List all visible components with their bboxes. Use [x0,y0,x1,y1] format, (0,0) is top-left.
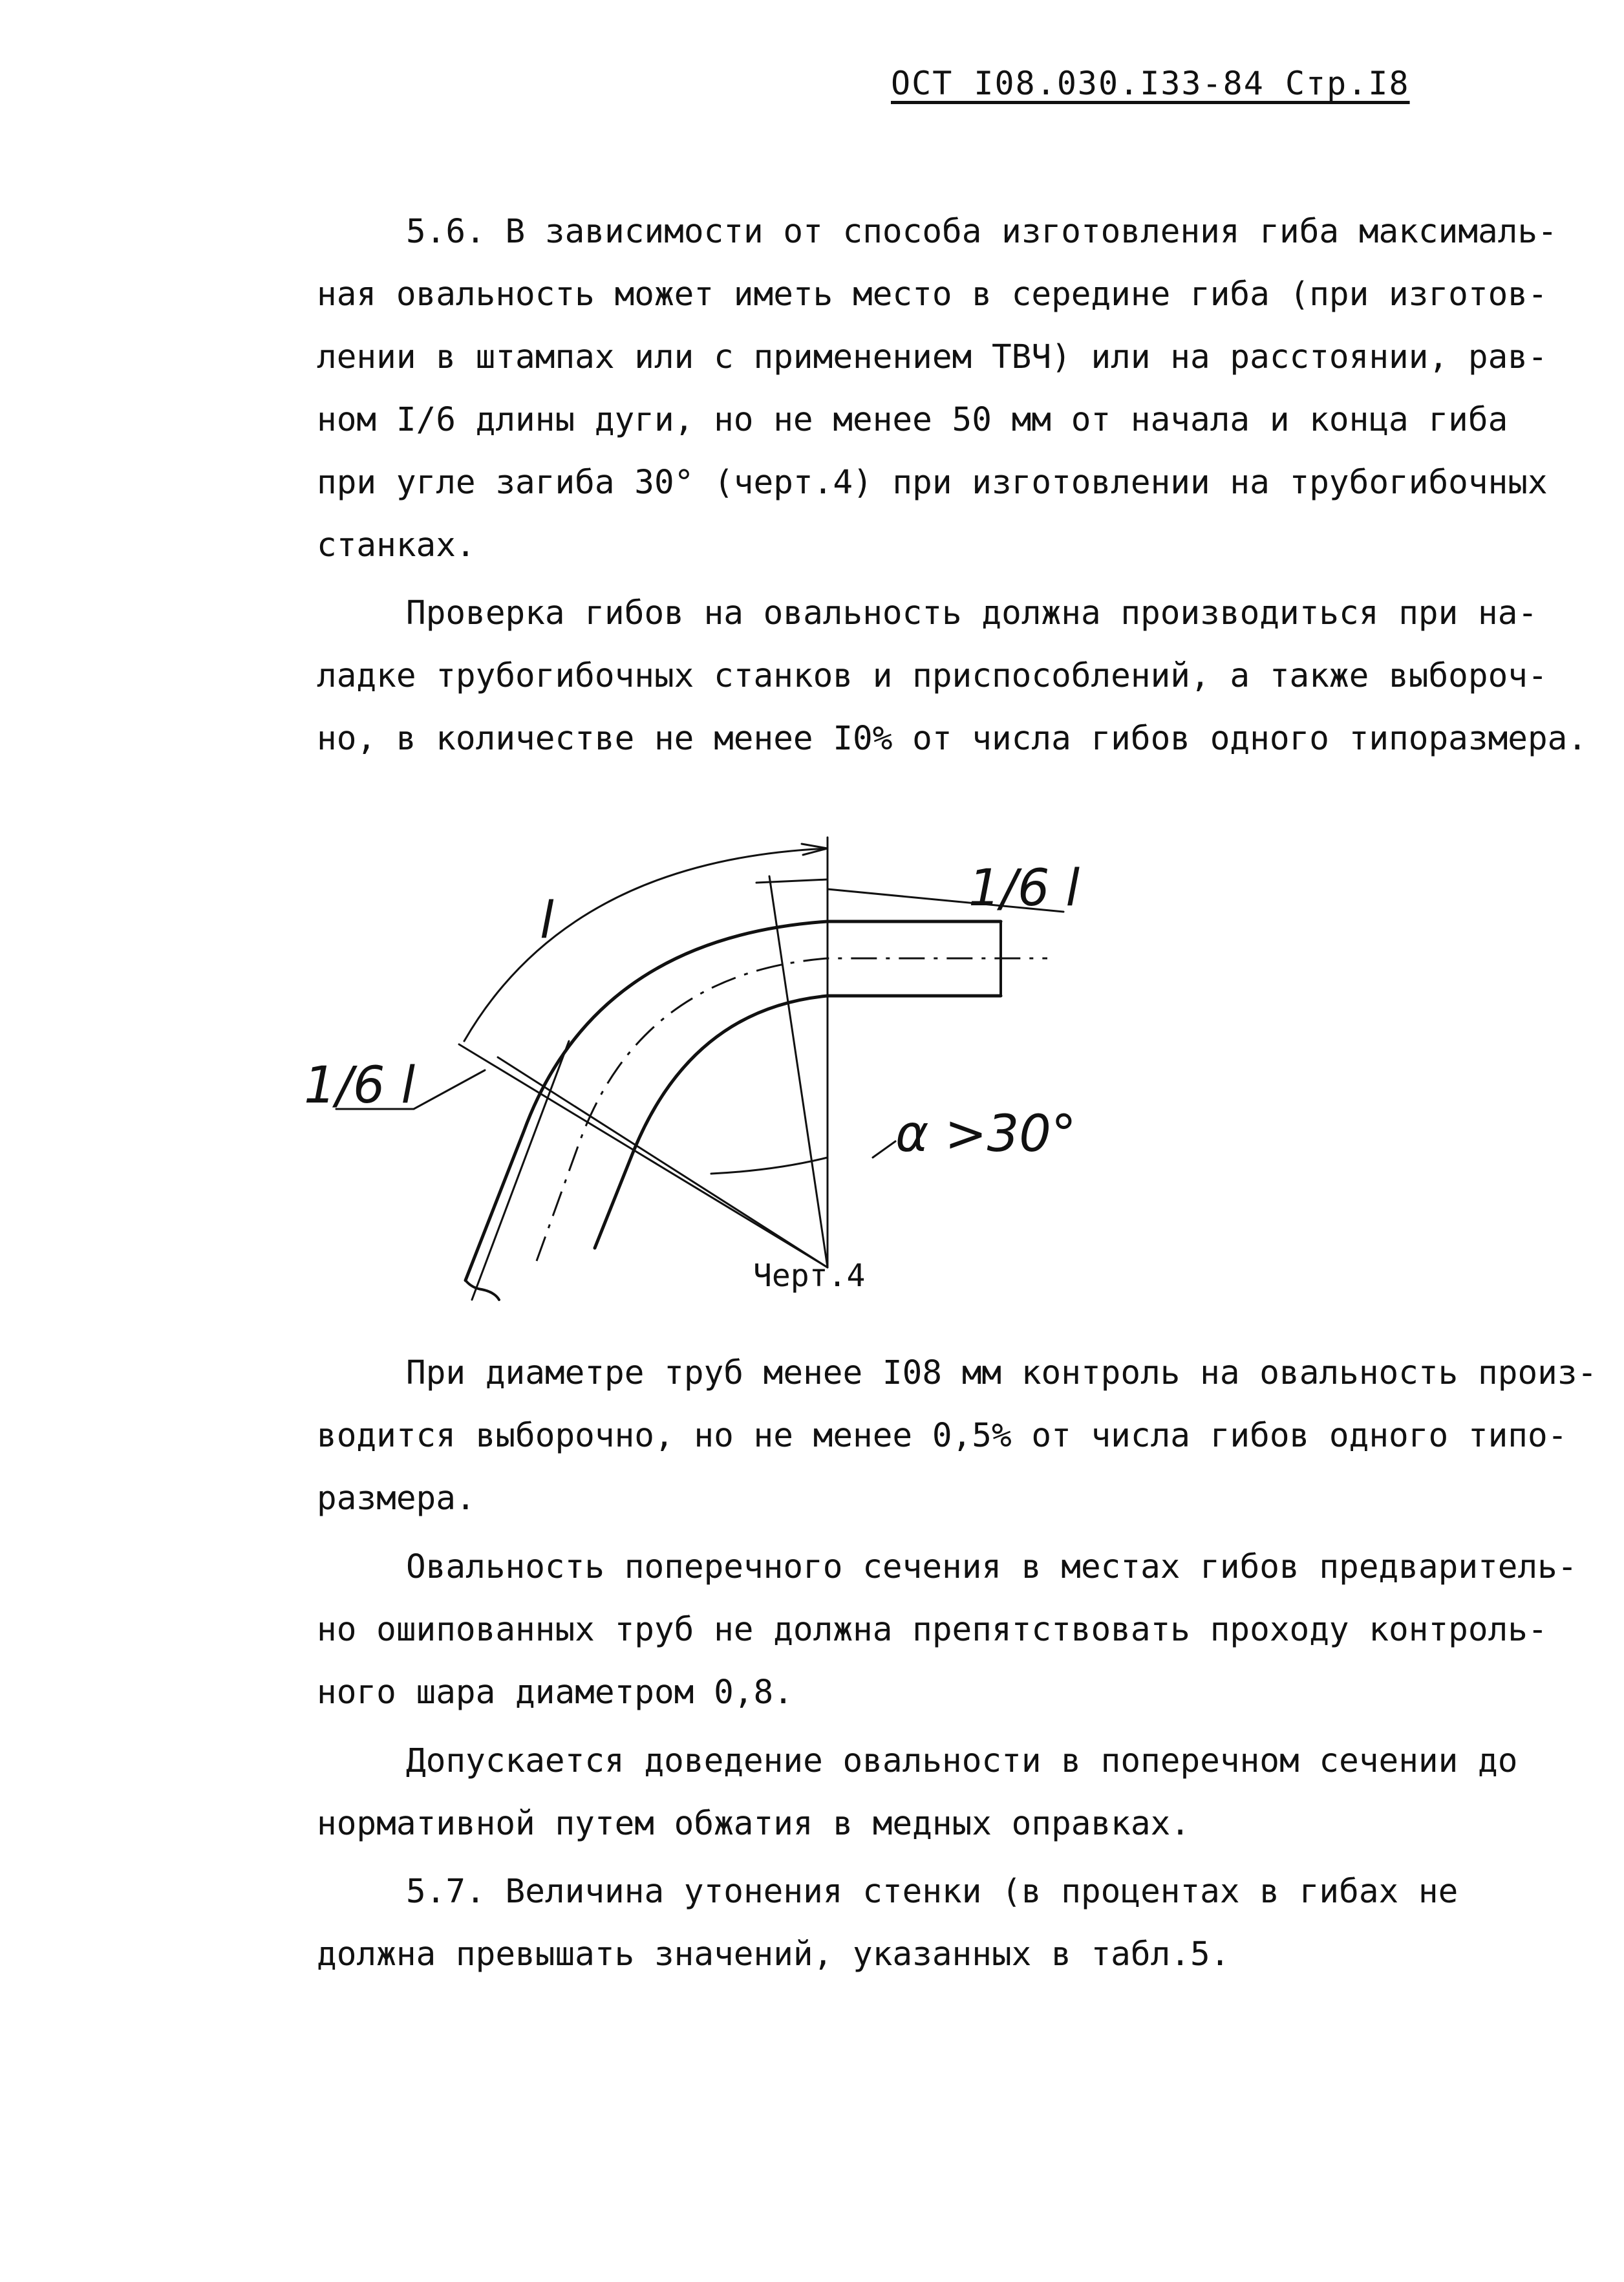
text-line: лении в штампах или с применением ТВЧ) или на расстоянии, рав- [317,338,1548,376]
label-bend-angle: α >30° [895,1105,1076,1163]
text-line: но, в количестве не менее I0% от числа гибов одного типоразмера. [317,720,1588,758]
text-line: нормативной путем обжатия в медных оправках. [317,1805,1191,1843]
label-top-sixth: 1/6 l [968,859,1080,918]
text-line: ладке трубогибочных станков и приспособлений, а также выбороч- [317,657,1548,695]
leader-angle-label [873,1141,895,1157]
text-line: Проверка гибов на овальность должна производиться при на- [406,594,1538,632]
text-line: ном I/6 длины дуги, но не менее 50 мм от начала и конца гиба [317,401,1508,439]
page-header: ОСТ I08.030.I33-84 Стр.I8 [891,65,1410,102]
label-arc-length: l [540,892,554,950]
text-line: 5.6. В зависимости от способа изготовления гиба максималь- [406,213,1557,251]
radial-line-left-1 [498,1057,828,1267]
figure-caption: Черт.4 [753,1258,866,1294]
extension-line [472,1041,569,1300]
text-line: ная овальность может иметь место в середине гиба (при изготов- [317,275,1548,314]
angle-arc [711,1157,828,1174]
text-line: 5.7. Величина утонения стенки (в процентах в гибах не [406,1873,1458,1911]
arc-length-dimension [464,848,828,1041]
radial-line-top [769,876,828,1267]
text-line: станках. [317,526,476,565]
text-line: но ошипованных труб не должна препятствовать проходу контроль- [317,1611,1548,1649]
text-line: должна превышать значений, указанных в табл.5. [317,1935,1230,1974]
text-line: Допускается доведение овальности в поперечном сечении до [406,1742,1518,1780]
text-line: при угле загиба 30° (черт.4) при изготовлении на трубогибочных [317,464,1548,502]
pipe-bend-drawing [259,808,1099,1319]
text-line: водится выборочно, но не менее 0,5% от числа гибов одного типо- [317,1417,1568,1455]
text-line: ного шара диаметром 0,8. [317,1674,793,1712]
top-sixth-dimension [756,879,828,883]
text-line: Овальность поперечного сечения в местах гибов предваритель- [406,1548,1577,1586]
label-left-sixth: 1/6 l [304,1057,415,1115]
pipe-end-left [465,1280,499,1300]
text-line: размера. [317,1480,476,1518]
text-line: При диаметре труб менее I08 мм контроль на овальность произ- [406,1354,1597,1392]
